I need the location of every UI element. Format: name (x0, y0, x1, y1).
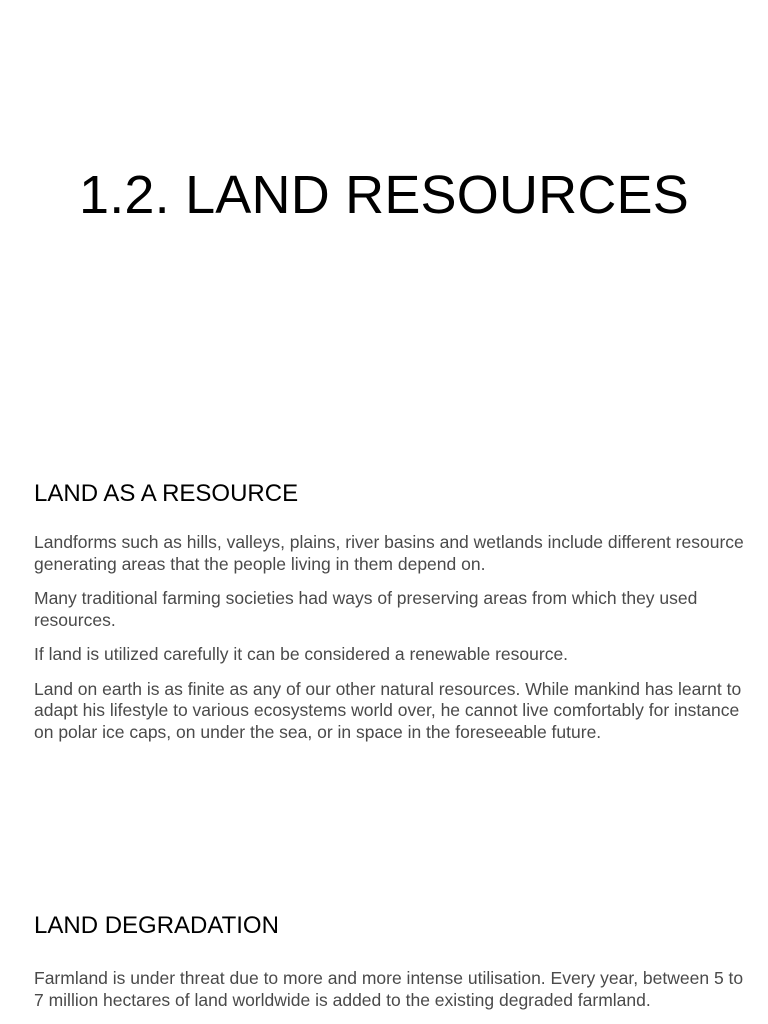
paragraph: Landforms such as hills, valleys, plains, river basins and wetlands include different resource generating areas that the people living in them depend on. (34, 532, 744, 574)
section-land-degradation (34, 912, 746, 1011)
paragraph: Many traditional farming societies had ways of preserving areas from which they used resources. (34, 588, 698, 630)
paragraph: Land on earth is as finite as any of our other natural resources. While mankind has learnt to adapt his lifestyle to various ecosystems world over, he cannot live comfortably for instance on polar ice caps, on under the sea, or in space in the foreseeable future. (34, 678, 742, 742)
slide-title: 1.2. LAND RESOURCES (79, 165, 689, 225)
paragraph: If land is utilized carefully it can be considered a renewable resource. (34, 644, 569, 664)
section-heading: LAND DEGRADATION (34, 912, 279, 939)
paragraph: Farmland is under threat due to more and more intense utilisation. Every year, between 5 to 7 million hectares of land worldwide is added to the existing degraded farmland. (34, 968, 744, 1010)
section-heading: LAND AS A RESOURCE (34, 480, 299, 507)
section-land-as-a-resource (34, 480, 746, 756)
